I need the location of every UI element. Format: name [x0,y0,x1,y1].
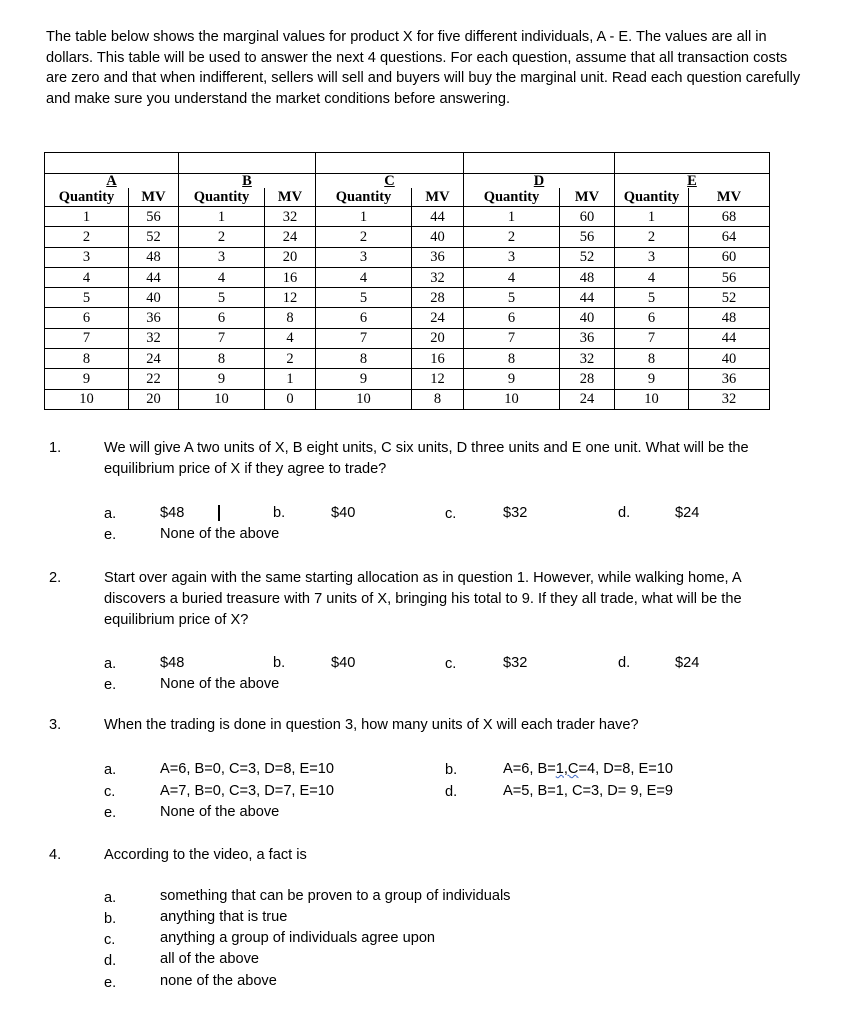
option-letter: b. [273,505,286,521]
mv-cell-d: 32 [560,349,615,369]
quantity-cell: 1 [316,207,412,227]
mv-cell-b: 32 [265,207,316,227]
mv-cell-d: 52 [560,247,615,267]
table-row [45,207,770,227]
option-letter: c. [104,932,116,948]
mv-cell-e: 64 [689,227,770,247]
option-letter: a. [104,762,117,778]
quantity-cell: 3 [464,247,560,267]
option-a-answer[interactable]: A=6, B=0, C=3, D=8, E=10 [160,761,335,777]
option-e-answer[interactable]: None of the above [160,676,280,692]
mv-cell-e: 36 [689,369,770,389]
quantity-cell: 8 [179,349,265,369]
mv-cell-a: 48 [129,247,179,267]
quantity-cell: 4 [45,267,129,287]
mv-cell-c: 20 [412,328,464,348]
table-row [45,308,770,328]
individual-b-label: B [179,174,316,189]
option-c-answer[interactable]: A=7, B=0, C=3, D=7, E=10 [160,783,335,799]
mv-cell-d: 44 [560,288,615,308]
mv-cell-c: 8 [412,389,464,409]
quantity-cell: 4 [615,267,689,287]
option-letter: a. [104,890,117,906]
mv-cell-a: 52 [129,227,179,247]
column-header-row [45,188,770,207]
option-letter: c. [445,506,457,522]
mv-cell-d: 24 [560,389,615,409]
option-e-answer[interactable]: none of the above [160,973,277,989]
quantity-cell: 8 [615,349,689,369]
mv-cell-b: 8 [265,308,316,328]
option-b-answer[interactable]: A=6, B=1,C=4, D=8, E=10 [503,761,673,777]
quantity-cell: 5 [316,288,412,308]
quantity-cell: 3 [45,247,129,267]
column-header-quantity: Quantity [45,188,129,207]
question-text: We will give A two units of X, B eight units, C six units, D three units and E one unit. What will be the equilibrium price of X if they agree to trade? [104,440,749,477]
individual-d-label: D [464,174,615,189]
table-row [45,227,770,247]
quantity-cell: 10 [615,389,689,409]
quantity-cell: 2 [179,227,265,247]
table-row [45,369,770,389]
individual-c-label: C [316,174,464,189]
column-header-quantity: Quantity [179,188,265,207]
quantity-cell: 4 [179,267,265,287]
individual-e-label: E [615,174,770,189]
mv-cell-b: 12 [265,288,316,308]
mv-cell-c: 40 [412,227,464,247]
quantity-cell: 5 [464,288,560,308]
column-header-quantity: Quantity [316,188,412,207]
quantity-cell: 1 [615,207,689,227]
option-b-answer[interactable]: anything that is true [160,909,288,925]
mv-cell-b: 1 [265,369,316,389]
quantity-cell: 5 [179,288,265,308]
question-text: Start over again with the same starting allocation as in question 1. However, while walking home, A discovers a buried treasure with 7 units of X, bringing his total to 9. If they all trade, what will be the equilibrium price of X? [104,570,742,628]
mv-cell-a: 32 [129,328,179,348]
column-header-quantity: Quantity [615,188,689,207]
quantity-cell: 1 [45,207,129,227]
quantity-cell: 1 [464,207,560,227]
quantity-cell: 6 [316,308,412,328]
option-c-answer[interactable]: $32 [503,505,528,521]
quantity-cell: 6 [615,308,689,328]
table-top-row [45,153,770,174]
mv-cell-e: 48 [689,308,770,328]
option-letter: e. [104,975,117,991]
option-letter: e. [104,527,117,543]
mv-cell-e: 56 [689,267,770,287]
mv-cell-d: 36 [560,328,615,348]
option-b-answer[interactable]: $40 [331,505,356,521]
mv-cell-c: 28 [412,288,464,308]
mv-cell-c: 12 [412,369,464,389]
quantity-cell: 7 [45,328,129,348]
option-d-answer[interactable]: $24 [675,655,700,671]
individual-letters-row [45,174,770,189]
question-number: 4. [49,847,62,863]
mv-cell-a: 44 [129,267,179,287]
option-letter: b. [445,762,458,778]
quantity-cell: 3 [615,247,689,267]
mv-cell-d: 40 [560,308,615,328]
table-row [45,247,770,267]
quantity-cell: 10 [179,389,265,409]
option-letter: d. [618,655,631,671]
table-row [45,328,770,348]
quantity-cell: 3 [316,247,412,267]
option-letter: c. [445,656,457,672]
quantity-cell: 4 [464,267,560,287]
option-e-answer[interactable]: None of the above [160,526,280,542]
mv-cell-b: 20 [265,247,316,267]
mv-cell-e: 60 [689,247,770,267]
option-c-answer[interactable]: $32 [503,655,528,671]
quantity-cell: 3 [179,247,265,267]
individual-a-label: A [45,174,179,189]
table-row [45,288,770,308]
option-a-answer[interactable]: something that can be proven to a group of individuals [160,888,511,904]
option-letter: c. [104,784,116,800]
quantity-cell: 2 [464,227,560,247]
text-cursor [218,505,220,521]
quantity-cell: 9 [615,369,689,389]
mv-cell-e: 52 [689,288,770,308]
mv-cell-e: 68 [689,207,770,227]
quantity-cell: 8 [45,349,129,369]
question-text: According to the video, a fact is [104,847,307,863]
table-row [45,389,770,409]
quantity-cell: 8 [464,349,560,369]
mv-cell-b: 16 [265,267,316,287]
mv-cell-b: 2 [265,349,316,369]
question-text: When the trading is done in question 3, how many units of X will each trader have? [104,717,639,733]
quantity-cell: 1 [179,207,265,227]
column-header-mv: MV [560,188,615,207]
quantity-cell: 9 [316,369,412,389]
mv-cell-a: 20 [129,389,179,409]
mv-cell-a: 22 [129,369,179,389]
table-body [45,207,770,410]
column-header-quantity: Quantity [464,188,560,207]
mv-cell-b: 24 [265,227,316,247]
quantity-cell: 10 [316,389,412,409]
option-letter: b. [273,655,286,671]
option-b-answer[interactable]: $40 [331,655,356,671]
mv-cell-c: 44 [412,207,464,227]
column-header-mv: MV [265,188,316,207]
mv-cell-d: 60 [560,207,615,227]
quantity-cell: 2 [615,227,689,247]
quantity-cell: 7 [179,328,265,348]
question-number: 3. [49,717,62,733]
option-e-answer[interactable]: None of the above [160,804,280,820]
option-letter: d. [618,505,631,521]
quantity-cell: 7 [316,328,412,348]
mv-cell-d: 56 [560,227,615,247]
quantity-cell: 9 [464,369,560,389]
quantity-cell: 2 [316,227,412,247]
mv-cell-e: 44 [689,328,770,348]
marginal-value-table [44,152,770,410]
quantity-cell: 10 [464,389,560,409]
option-letter: e. [104,677,117,693]
mv-cell-b: 0 [265,389,316,409]
option-c-answer[interactable]: anything a group of individuals agree upon [160,930,436,946]
column-header-mv: MV [129,188,179,207]
option-letter: a. [104,506,117,522]
mv-cell-c: 32 [412,267,464,287]
quantity-cell: 5 [45,288,129,308]
table-row [45,267,770,287]
column-header-mv: MV [412,188,464,207]
mv-cell-d: 48 [560,267,615,287]
quantity-cell: 4 [316,267,412,287]
mv-cell-e: 32 [689,389,770,409]
quantity-cell: 7 [464,328,560,348]
option-letter: b. [104,911,117,927]
spellcheck-underline: 1,C [555,761,579,777]
mv-cell-a: 24 [129,349,179,369]
option-d-answer[interactable]: A=5, B=1, C=3, D= 9, E=9 [503,783,673,799]
quantity-cell: 6 [179,308,265,328]
intro-paragraph: The table below shows the marginal values for product X for five different individuals, A - E. The values are all in dollars. This table will be used to answer the next 4 questions. For each question, assume that all transaction costs are zero and that when indifferent, sellers will sell and buyers will buy the marginal unit. Read each question carefully and make sure you understand the market conditions before answering. [46,29,801,107]
mv-cell-c: 16 [412,349,464,369]
mv-cell-d: 28 [560,369,615,389]
quantity-cell: 5 [615,288,689,308]
quantity-cell: 7 [615,328,689,348]
quantity-cell: 9 [45,369,129,389]
quantity-cell: 2 [45,227,129,247]
table-row [45,349,770,369]
option-a-answer[interactable]: $48 [160,655,185,671]
quantity-cell: 10 [45,389,129,409]
question-number: 1. [49,440,62,456]
quantity-cell: 6 [45,308,129,328]
mv-cell-a: 56 [129,207,179,227]
mv-cell-c: 24 [412,308,464,328]
question-number: 2. [49,570,62,586]
mv-cell-b: 4 [265,328,316,348]
mv-cell-a: 36 [129,308,179,328]
quantity-cell: 8 [316,349,412,369]
mv-cell-c: 36 [412,247,464,267]
mv-cell-e: 40 [689,349,770,369]
quantity-cell: 6 [464,308,560,328]
option-d-answer[interactable]: $24 [675,505,700,521]
option-letter: d. [104,953,117,969]
mv-cell-a: 40 [129,288,179,308]
option-a-answer[interactable]: $48 [160,505,185,521]
column-header-mv: MV [689,188,770,207]
option-letter: e. [104,805,117,821]
option-d-answer[interactable]: all of the above [160,951,259,967]
option-letter: a. [104,656,117,672]
option-letter: d. [445,784,458,800]
quantity-cell: 9 [179,369,265,389]
